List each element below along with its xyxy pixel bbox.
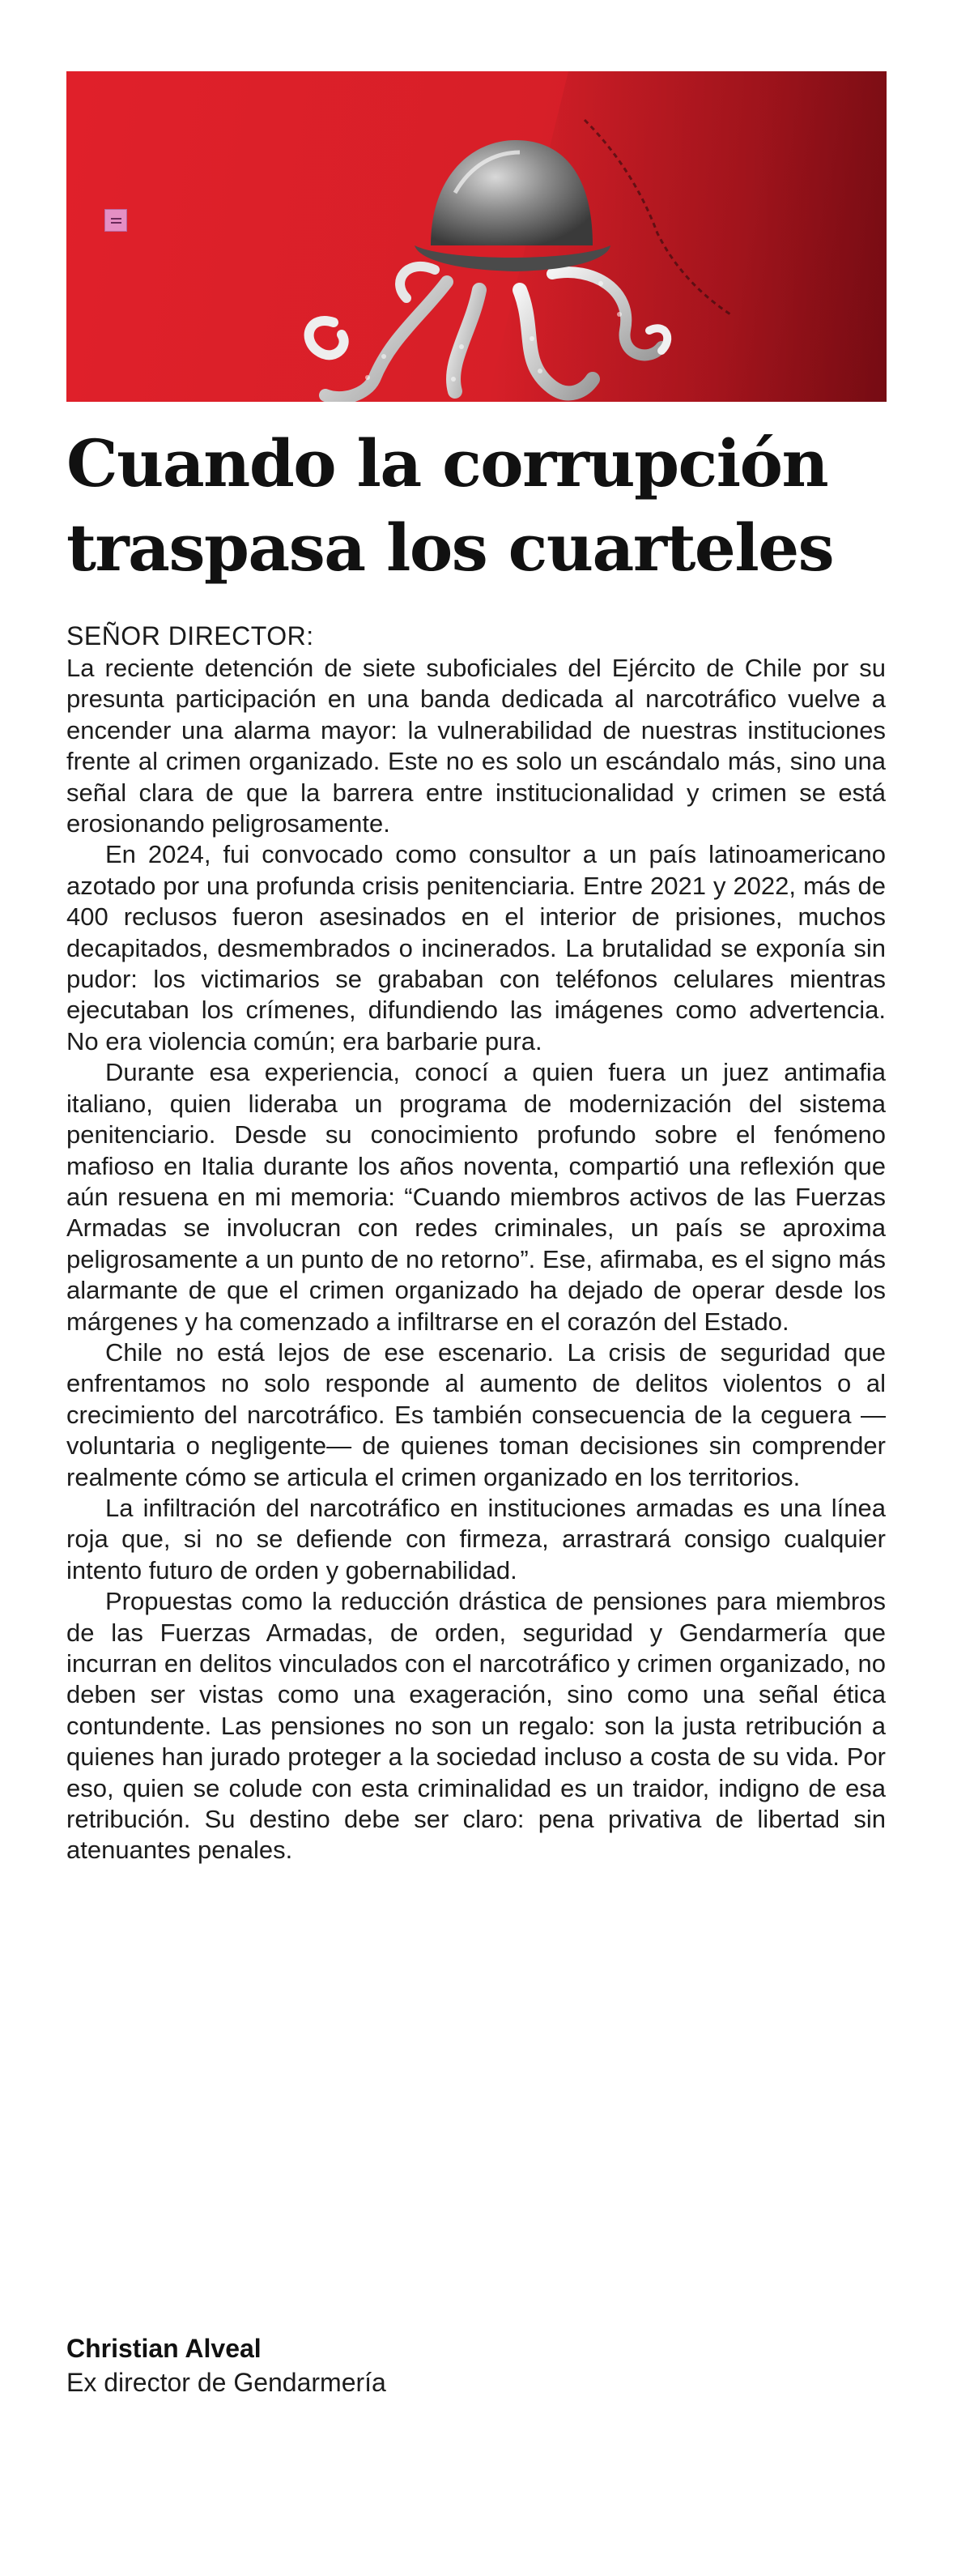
headline (66, 421, 892, 590)
article-body (66, 653, 886, 1866)
paragraph: La reciente detención de siete suboficiales del Ejército de Chile por su presunta participación en una banda dedicada al narcotráfico vuelve a encender una alarma mayor: la vulnerabilidad de nuestras instituciones frente al crimen organizado. Este no es solo un escándalo más, sino una señal clara de que la barrera entre institucionalidad y crimen se está erosionando peligrosamente. (66, 654, 886, 838)
paragraph: En 2024, fui convocado como consultor a un país latinoamericano azotado por una profunda crisis penitenciaria. Entre 2021 y 2022, más de 400 reclusos fueron asesinados en el interior de prisiones, muchos decapitados, desmembrados o incinerados. La brutalidad se exponía sin pudor: los victimarios se grababan con teléfonos celulares mientras ejecutaban los crímenes, difundiendo las imágenes como advertencia. No era violencia común; era barbarie pura. (66, 840, 886, 1056)
paragraph: Durante esa experiencia, conocí a quien fuera un juez antimafia italiano, quien lideraba un programa de modernización del sistema penitenciario. Desde su conocimiento profundo sobre el fenómeno mafioso en Italia durante los años noventa, compartió una reflexión que aún resuena en mi memoria: “Cuando miembros activos de las Fuerzas Armadas se involucran con redes criminales, un país se aproxima peligrosamente a un punto de no retorno”. Ese, afirmaba, es el signo más alarmante de que el crimen organizado ha dejado de operar desde los márgenes y ha comenzado a infiltrarse en el corazón del Estado. (66, 1058, 886, 1336)
author-name: Christian Alveal (66, 2334, 262, 2363)
list-badge-icon (104, 209, 127, 232)
paragraph: Propuestas como la reducción drástica de pensiones para miembros de las Fuerzas Armadas, de orden, seguridad y Gendarmería que incurran en delitos vinculados con el narcotráfico y crimen organizado, no deben ser vistas como una exageración, sino como una señal ética contundente. Las pensiones no son un regalo: son la justa retribución a quienes han jurado proteger a la sociedad incluso a costa de su vida. Por eso, quien se colude con esta criminalidad es un traidor, indigno de esa retribución. Su destino debe ser claro: pena privativa de libertad sin atenuantes penales. (66, 1587, 886, 1865)
salutation: SEÑOR DIRECTOR: (66, 621, 314, 650)
headline-line-2: traspasa los cuarteles (66, 510, 834, 586)
hero-illustration (66, 71, 887, 402)
headline-line-1: Cuando la corrupción (66, 425, 828, 501)
paragraph: Chile no está lejos de ese escenario. La crisis de seguridad que enfrentamos no solo responde al aumento de delitos violentos o al crecimiento del narcotráfico. Es también consecuencia de la ceguera —voluntaria o negligente— de quienes toman decisiones sin comprender realmente cómo se articula el crimen organizado en los territorios. (66, 1337, 886, 1491)
helmet-octopus-illustration (66, 71, 887, 402)
author-title: Ex director de Gendarmería (66, 2368, 386, 2397)
paragraph: La infiltración del narcotráfico en instituciones armadas es una línea roja que, si no se defiende con firmeza, arrastrará consigo cualquier intento futuro de orden y gobernabilidad. (66, 1493, 886, 1584)
